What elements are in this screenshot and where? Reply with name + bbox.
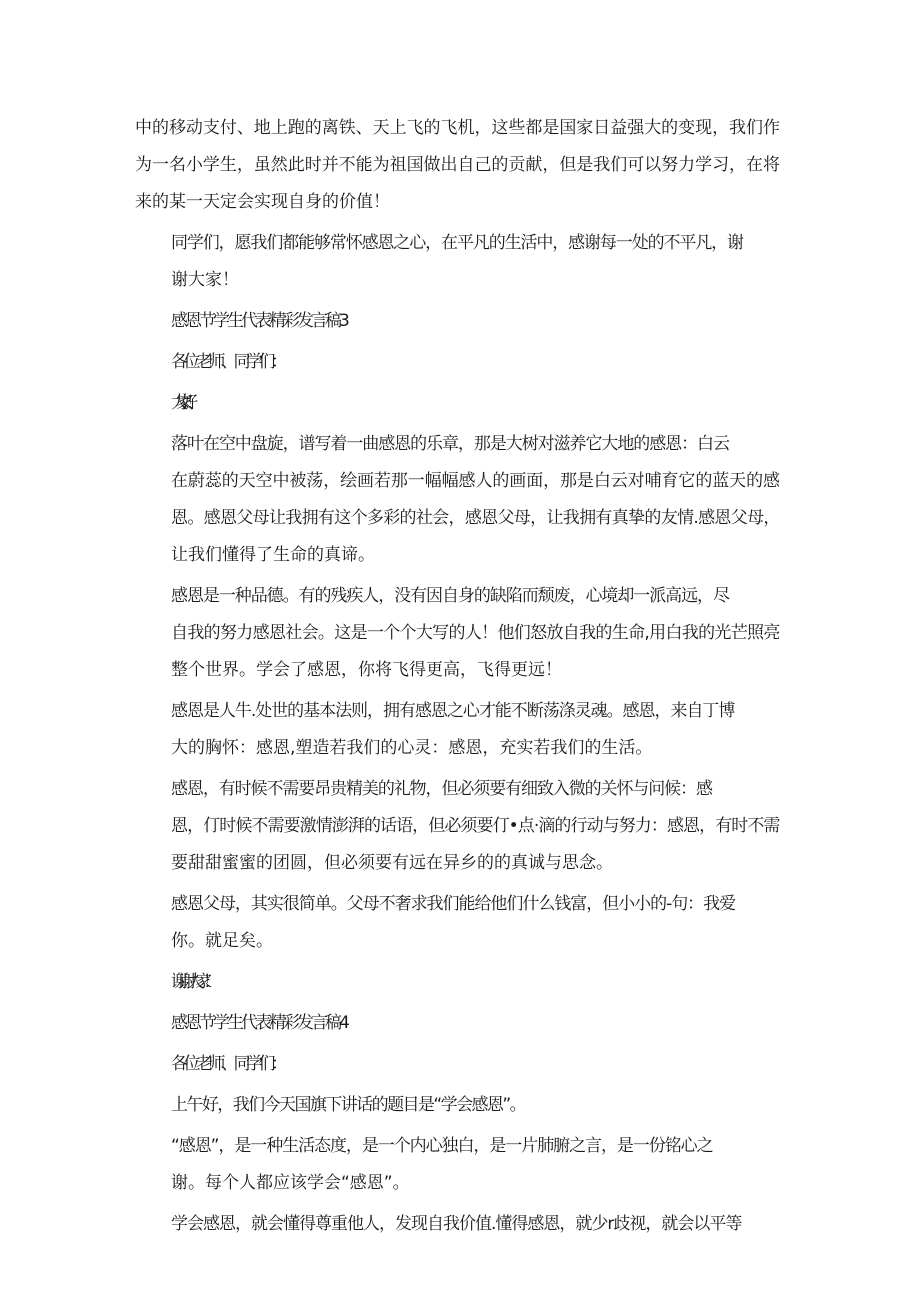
paragraph <box>135 693 780 767</box>
text-line: 恩，仃时候不需要激情澎湃的话语，但必须要仃•点·滴的行动与努力：感恩，有时不需 <box>171 816 780 836</box>
paragraph <box>135 964 780 1001</box>
paragraph <box>135 771 780 882</box>
text-line: 要甜甜蜜蜜的团圆，但必须要有远在异乡的的真诚与思念。 <box>171 853 613 873</box>
text-line: 学会感恩，就会懂得尊重他人，发现自我价值.懂得感恩，就少r歧视，就会以平等 <box>171 1214 742 1234</box>
text-line: “感恩”，是一种生活态度，是一个内心独白，是一片肺腑之言，是一份铭心之 <box>171 1136 713 1156</box>
text-line: 落叶在空中盘旋，谱写着一曲感恩的乐章，那是大树对滋养它大地的感恩：白云 <box>171 434 729 454</box>
text-line: 让我们懂得了生命的真谛。 <box>171 545 375 565</box>
paragraph <box>135 1128 780 1202</box>
paragraph <box>135 110 780 221</box>
text-line: 各位老师、同学们： <box>171 352 284 372</box>
text-line: 上午好，我们今天国旗下讲话的题目是“学会感恩”。 <box>171 1095 526 1115</box>
paragraph <box>135 1206 780 1243</box>
text-line: 感恩是人牛.处世的基本法则，拥有感恩之心才能不断荡涤灵魂。感恩，来自丁博 <box>171 701 735 721</box>
text-line: 自我的努力感恩社会。这是一个个大写的人！他们怒放自我的生命,用白我的光芒照亮 <box>171 623 780 643</box>
text-line: 感恩节学生代表精彩发言稿4 <box>171 1013 347 1033</box>
section-heading <box>135 303 780 340</box>
text-line: 感恩父母，其实很简单。父母不奢求我们能给他们什么钱富，但小小的-句：我爱 <box>171 894 736 914</box>
paragraph <box>135 1046 780 1083</box>
paragraph <box>135 578 780 689</box>
document-body <box>135 110 780 1247</box>
text-line: 你。就足矣。 <box>171 931 273 951</box>
text-line: 谢。每个人都应该学会“感恩”。 <box>171 1173 410 1193</box>
text-line: 谢谢大家！ <box>171 972 211 992</box>
text-line: 大的胸怀：感恩,塑造若我们的心灵：感恩，充实若我们的生活。 <box>171 738 653 758</box>
text-line: 在蔚蕊的天空中被荡，绘画若那一幅幅感人的画面，那是白云对哺育它的蓝天的感 <box>171 471 780 491</box>
paragraph <box>135 344 780 381</box>
paragraph <box>135 225 780 299</box>
text-line: 中的移动支付、地上跑的离铁、天上飞的飞机，这些都是国家日益强大的变现，我们作 <box>135 118 780 138</box>
paragraph <box>135 1087 780 1124</box>
text-line: 感恩节学生代表精彩发言稿3 <box>171 311 347 331</box>
text-line: 来的某一天定会实现自身的价值！ <box>135 192 390 212</box>
paragraph <box>135 886 780 960</box>
text-line: 大家好！ <box>171 393 191 413</box>
text-line: 感恩，有时候不需要昂贵精美的礼物，但必须要有细致入微的关怀与问候：感 <box>171 779 712 799</box>
paragraph <box>135 385 780 422</box>
text-line: 恩。感恩父母让我拥有这个多彩的社会，感恩父母，让我拥有真挚的友情.感恩父母， <box>171 508 780 528</box>
text-line: 为一名小学生，虽然此时并不能为祖国做出自己的贡献，但是我们可以努力学习，在将 <box>135 155 780 175</box>
text-line: 感恩是一种品德。有的残疾人，没有因自身的缺陷而颓废，心境却一派高远，尽 <box>171 586 729 606</box>
section-heading <box>135 1005 780 1042</box>
text-line: 谢大家！ <box>171 270 239 290</box>
text-line: 各位老师、同学们： <box>171 1054 284 1074</box>
text-line: 同学们，愿我们都能够常怀感恩之心，在平凡的生活中，感谢每一处的不平凡，谢 <box>171 233 743 253</box>
paragraph <box>135 426 780 574</box>
text-line: 整个世界。学会了感恩，你将飞得更高，飞得更远！ <box>171 660 562 680</box>
